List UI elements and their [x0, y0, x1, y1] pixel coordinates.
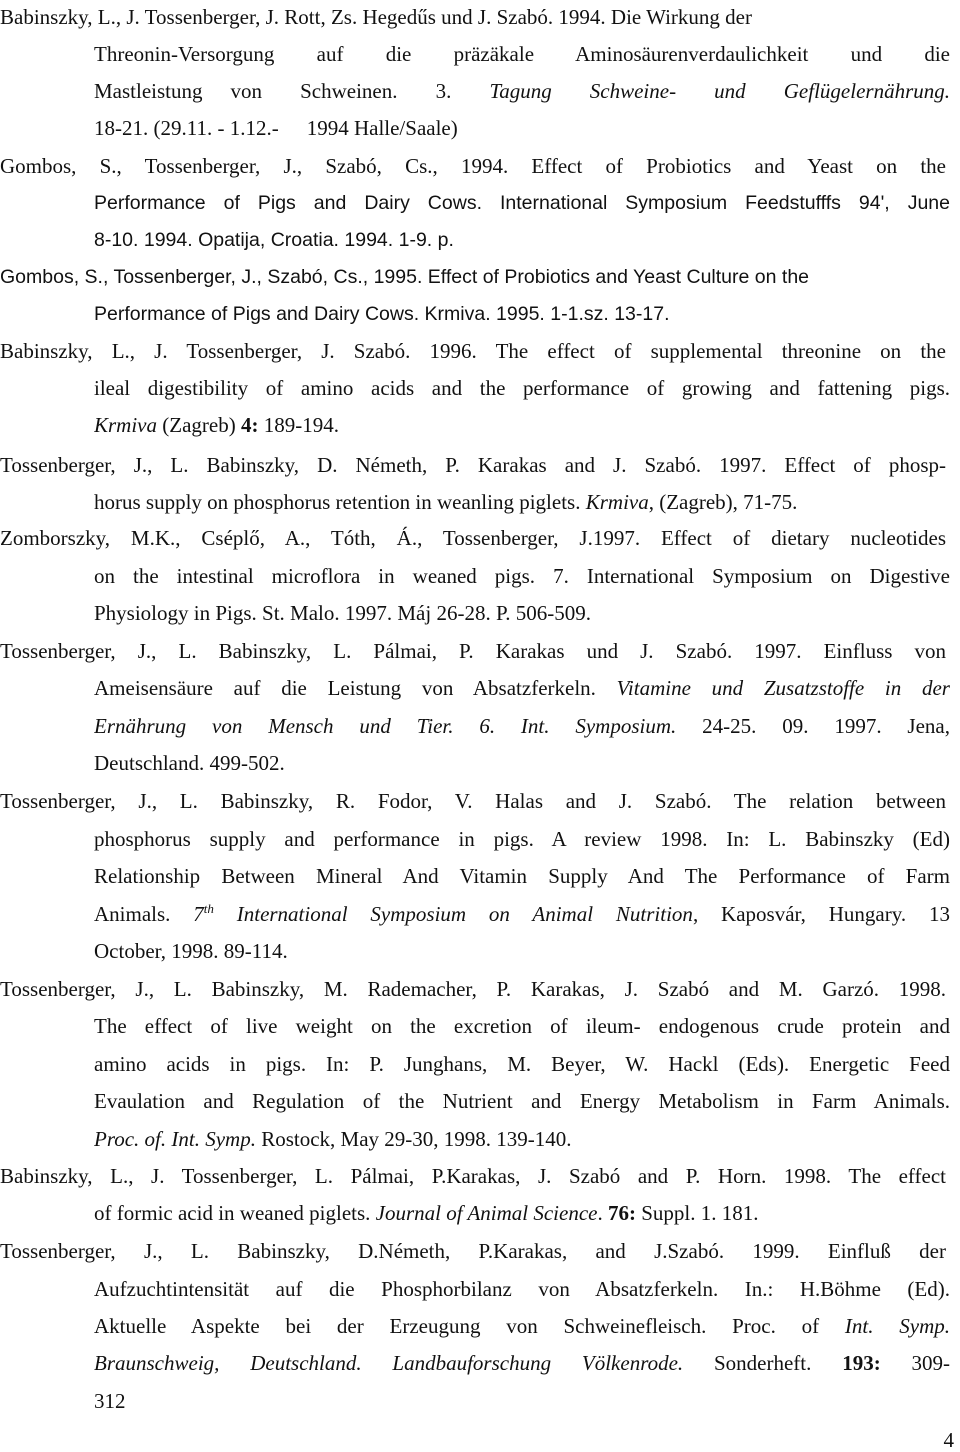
reference-text: Vitamine und Zusatzstoffe in der	[616, 676, 950, 700]
reference-line	[0, 523, 946, 553]
reference-text: Ameisensäure auf die Leistung von Absatzferkeln.	[94, 676, 617, 700]
reference-line	[0, 1161, 946, 1191]
reference-line	[94, 188, 950, 218]
reference-text: 18-21. (29.11. - 1.12.-	[94, 116, 279, 140]
reference-text: Deutschland. 499-502.	[94, 751, 285, 775]
reference-text: .	[597, 1201, 608, 1225]
reference-text: 189-194.	[258, 413, 339, 437]
reference-line	[94, 861, 950, 891]
reference-text: International Symposium on Animal Nutrition	[213, 902, 693, 926]
reference-line	[94, 225, 950, 255]
reference-text: Gombos, S., Tossenberger, J., Szabó, Cs., 1995. Effect of Probiotics and Yeast Culture on the	[0, 266, 810, 288]
reference-text: (Zagreb)	[157, 413, 241, 437]
reference-text: Threonin-Versorgung auf die präzäkale Aminosäurenverdaulichkeit und die	[94, 42, 950, 66]
reference-text: Tossenberger, J., L. Babinszky, M. Rademacher, P. Karakas, J. Szabó and M. Garzó. 1998.	[0, 977, 946, 1001]
reference-text: Mastleistung	[94, 79, 203, 103]
reference-text: Tossenberger, J., L. Babinszky, D.Németh, P.Karakas, and J.Szabó. 1999. Einfluß der	[0, 1239, 946, 1263]
reference-text: Babinszky, L., J. Tossenberger, J. Szabó. 1996. The effect of supplemental threonine on the	[0, 339, 946, 363]
reference-line	[94, 39, 950, 69]
reference-line	[94, 1348, 950, 1378]
reference-text: von Schweinen. 3.	[230, 79, 490, 103]
reference-text: 193:	[842, 1351, 881, 1375]
reference-text: Gombos, S., Tossenberger, J., Szabó, Cs., 1994. Effect of Probiotics and Yeast on the	[0, 154, 946, 178]
reference-line	[0, 636, 946, 666]
reference-text: Suppl. 1. 181.	[635, 1201, 759, 1225]
reference-text: Animals.	[94, 902, 194, 926]
reference-text: The effect of live weight on the excretion of ileum- endogenous crude protein and	[94, 1014, 950, 1038]
reference-line	[0, 450, 946, 480]
reference-text: October, 1998. 89-114.	[94, 939, 288, 963]
reference-text: 1994 Halle/Saale)	[306, 116, 458, 140]
reference-text: Braunschweig, Deutschland. Landbauforschung Völkenrode.	[94, 1351, 684, 1375]
reference-text: Relationship Between Mineral And Vitamin Supply And The Performance of Farm	[94, 864, 950, 888]
reference-text: Performance of Pigs and Dairy Cows. Krmiva. 1995. 1-1.sz. 13-17.	[94, 303, 670, 325]
reference-line	[94, 373, 950, 403]
reference-text: Tossenberger, J., L. Babinszky, R. Fodor, V. Halas and J. Szabó. The relation between	[0, 789, 946, 813]
reference-line	[94, 410, 950, 440]
reference-text: 309-	[880, 1351, 950, 1375]
reference-line	[94, 673, 950, 703]
reference-text: Proc. of. Int. Symp.	[94, 1127, 256, 1151]
reference-line	[94, 1124, 950, 1154]
reference-line	[0, 786, 946, 816]
reference-text: Tossenberger, J., L. Babinszky, L. Pálmai, P. Karakas und J. Szabó. 1997. Einfluss von	[0, 639, 946, 663]
reference-text: th	[203, 901, 214, 916]
reference-text: Int. Symp.	[844, 1314, 950, 1338]
reference-text: 76:	[607, 1201, 636, 1225]
reference-text: Babinszky, L., J. Tossenberger, L. Pálmai, P.Karakas, J. Szabó and P. Horn. 1998. The effect	[0, 1164, 946, 1188]
reference-text: 4:	[240, 413, 259, 437]
reference-line	[94, 1011, 950, 1041]
reference-line	[0, 336, 946, 366]
reference-text: Aufzuchtintensität auf die Phosphorbilanz von Absatzferkeln. In.: H.Böhme (Ed).	[94, 1277, 950, 1301]
reference-text: , Kaposvár, Hungary. 13	[692, 902, 950, 926]
reference-text: horus supply on phosphorus retention in weanling piglets.	[94, 490, 586, 514]
reference-line	[94, 1086, 950, 1116]
reference-line	[94, 561, 950, 591]
reference-text: Krmiva	[585, 490, 649, 514]
reference-text: Aktuelle Aspekte bei der Erzeugung von Schweinefleisch. Proc. of	[94, 1314, 845, 1338]
reference-text: amino acids in pigs. In: P. Junghans, M. Beyer, W. Hackl (Eds). Energetic Feed	[94, 1052, 950, 1076]
reference-text: Journal of Animal Science	[375, 1201, 598, 1225]
reference-text: Performance of Pigs and Dairy Cows. International Symposium Feedstufffs 94', June	[94, 192, 950, 214]
reference-text: Physiology in Pigs. St. Malo. 1997. Máj 26-28. P. 506-509.	[94, 601, 592, 625]
reference-text: Sonderheft.	[683, 1351, 843, 1375]
reference-line	[94, 1386, 950, 1416]
reference-text: Rostock, May 29-30, 1998. 139-140.	[255, 1127, 572, 1151]
reference-line	[94, 1049, 950, 1079]
reference-text: of formic acid in weaned piglets.	[94, 1201, 376, 1225]
reference-line	[94, 936, 950, 966]
reference-text: ileal digestibility of amino acids and the performance of growing and fattening pigs.	[94, 376, 950, 400]
reference-line	[94, 598, 950, 628]
reference-line	[0, 151, 946, 181]
reference-line	[0, 262, 946, 292]
reference-text: Tagung Schweine- und Geflügelernährung.	[489, 79, 950, 103]
reference-line	[0, 1236, 946, 1266]
reference-line	[0, 2, 946, 32]
reference-line	[94, 487, 950, 517]
reference-line	[0, 974, 946, 1004]
reference-line	[94, 113, 950, 143]
reference-text: , (Zagreb), 71-75.	[648, 490, 798, 514]
reference-text: Evaulation and Regulation of the Nutrient and Energy Metabolism in Farm Animals.	[94, 1089, 950, 1113]
reference-text: 312	[94, 1389, 126, 1413]
reference-line	[94, 1311, 950, 1341]
reference-line	[94, 711, 950, 741]
reference-text: Tossenberger, J., L. Babinszky, D. Németh, P. Karakas and J. Szabó. 1997. Effect of phosp-	[0, 453, 946, 477]
reference-text: Zomborszky, M.K., Cséplő, A., Tóth, Á., Tossenberger, J.1997. Effect of dietary nucleotides	[0, 526, 946, 550]
reference-line	[94, 1274, 950, 1304]
reference-text: 7	[193, 902, 204, 926]
reference-text: Krmiva	[94, 413, 157, 437]
reference-text: phosphorus supply and performance in pigs. A review 1998. In: L. Babinszky (Ed)	[94, 827, 950, 851]
reference-text: 24-25. 09. 1997. Jena,	[676, 714, 950, 738]
reference-line	[94, 1198, 950, 1228]
reference-text: Ernährung von Mensch und Tier. 6. Int. Symposium.	[94, 714, 677, 738]
reference-line	[94, 899, 950, 929]
reference-line	[94, 76, 950, 106]
reference-text: on the intestinal microflora in weaned pigs. 7. International Symposium on Digestive	[94, 564, 950, 588]
reference-line	[94, 824, 950, 854]
reference-text: Babinszky, L., J. Tossenberger, J. Rott, Zs. Hegedűs und J. Szabó. 1994. Die Wirkung der	[0, 5, 752, 29]
reference-line	[94, 748, 950, 778]
reference-text: 8-10. 1994. Opatija, Croatia. 1994. 1-9. p.	[94, 229, 454, 251]
page-number: 4	[943, 1428, 954, 1452]
reference-line	[94, 299, 950, 329]
